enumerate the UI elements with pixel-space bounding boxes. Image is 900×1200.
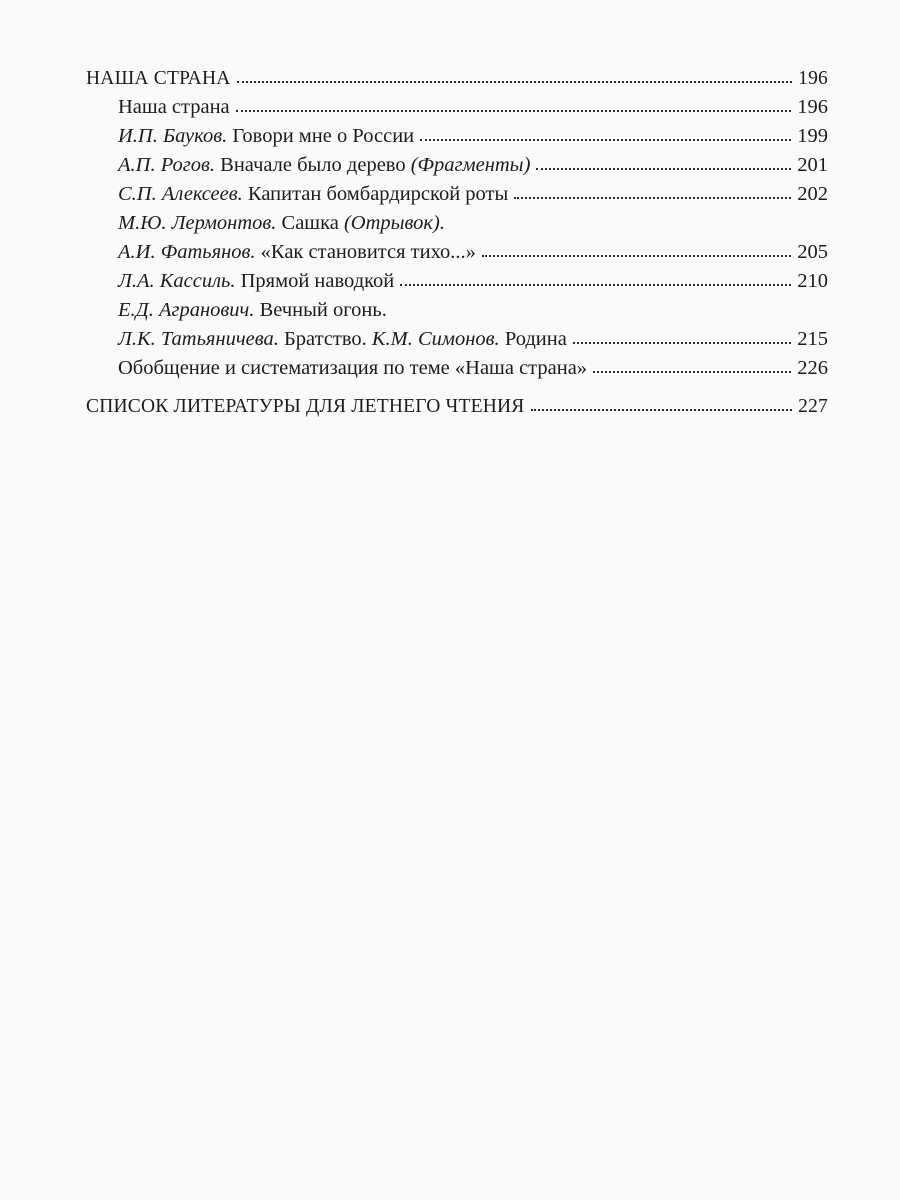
entry-page-number: 226 (797, 357, 828, 379)
dot-leader (482, 255, 791, 257)
entry-author: И.П. Бауков. (118, 125, 228, 147)
entry-title: А.П. Рогов. Вначале было дерево (Фрагменты) (118, 154, 531, 176)
section-title: НАША СТРАНА (86, 68, 231, 89)
entry-author: Л.К. Татьяничева. (118, 328, 279, 350)
entry-author: А.П. Рогов. (118, 154, 216, 176)
toc-entry (86, 122, 828, 151)
toc-entry (86, 267, 828, 296)
entry-note: (Фрагменты) (410, 154, 531, 176)
entry-title: И.П. Бауков. Говори мне о России (118, 125, 415, 147)
entry-page-number: 202 (797, 183, 828, 205)
dot-leader (420, 139, 791, 141)
toc-section-heading (86, 392, 828, 421)
dot-leader (237, 81, 793, 83)
entry-page-number: 205 (797, 241, 828, 263)
entry-page-number: 196 (797, 96, 828, 118)
entry-note: (Отрывок). (343, 212, 445, 234)
toc-section-heading (86, 64, 828, 93)
section-page-number: 227 (798, 396, 828, 417)
entry-author: М.Ю. Лермонтов. (118, 212, 277, 234)
section-title: СПИСОК ЛИТЕРАТУРЫ ДЛЯ ЛЕТНЕГО ЧТЕНИЯ (86, 396, 525, 417)
entry-title: Обобщение и систематизация по теме «Наша страна» (118, 357, 588, 379)
dot-leader (593, 371, 791, 373)
dot-leader (536, 168, 791, 170)
entry-page-number: 215 (797, 328, 828, 350)
dot-leader (236, 110, 792, 112)
toc-entry (86, 325, 828, 354)
toc-entry (86, 354, 828, 383)
entry-title: Наша страна (118, 96, 230, 118)
toc-entry (86, 151, 828, 180)
dot-leader (531, 409, 793, 411)
dot-leader (514, 197, 791, 199)
entry-author: Л.А. Кассиль. (118, 270, 236, 292)
entry-page-number: 199 (797, 125, 828, 147)
table-of-contents (86, 64, 828, 421)
section-page-number: 196 (798, 68, 828, 89)
dot-leader (400, 284, 791, 286)
entry-title: Л.А. Кассиль. Прямой наводкой (118, 270, 395, 292)
entry-title: С.П. Алексеев. Капитан бомбардирской роты (118, 183, 509, 205)
toc-entry (86, 296, 828, 325)
dot-leader (573, 342, 791, 344)
entry-author: С.П. Алексеев. (118, 183, 243, 205)
entry-author-second: К.М. Симонов. (371, 328, 500, 350)
entry-title: М.Ю. Лермонтов. Сашка (Отрывок). (118, 212, 445, 234)
entry-title: Л.К. Татьяничева. Братство. К.М. Симонов. Родина (118, 328, 567, 350)
entry-author: Е.Д. Агранович. (118, 299, 255, 321)
toc-entry (86, 93, 828, 122)
entry-page-number: 201 (797, 154, 828, 176)
entry-page-number: 210 (797, 270, 828, 292)
toc-entry (86, 209, 828, 238)
entry-title: А.И. Фатьянов. «Как становится тихо...» (118, 241, 476, 263)
entry-title: Е.Д. Агранович. Вечный огонь. (118, 299, 387, 321)
toc-entry (86, 238, 828, 267)
toc-entry (86, 180, 828, 209)
entry-author: А.И. Фатьянов. (118, 241, 256, 263)
